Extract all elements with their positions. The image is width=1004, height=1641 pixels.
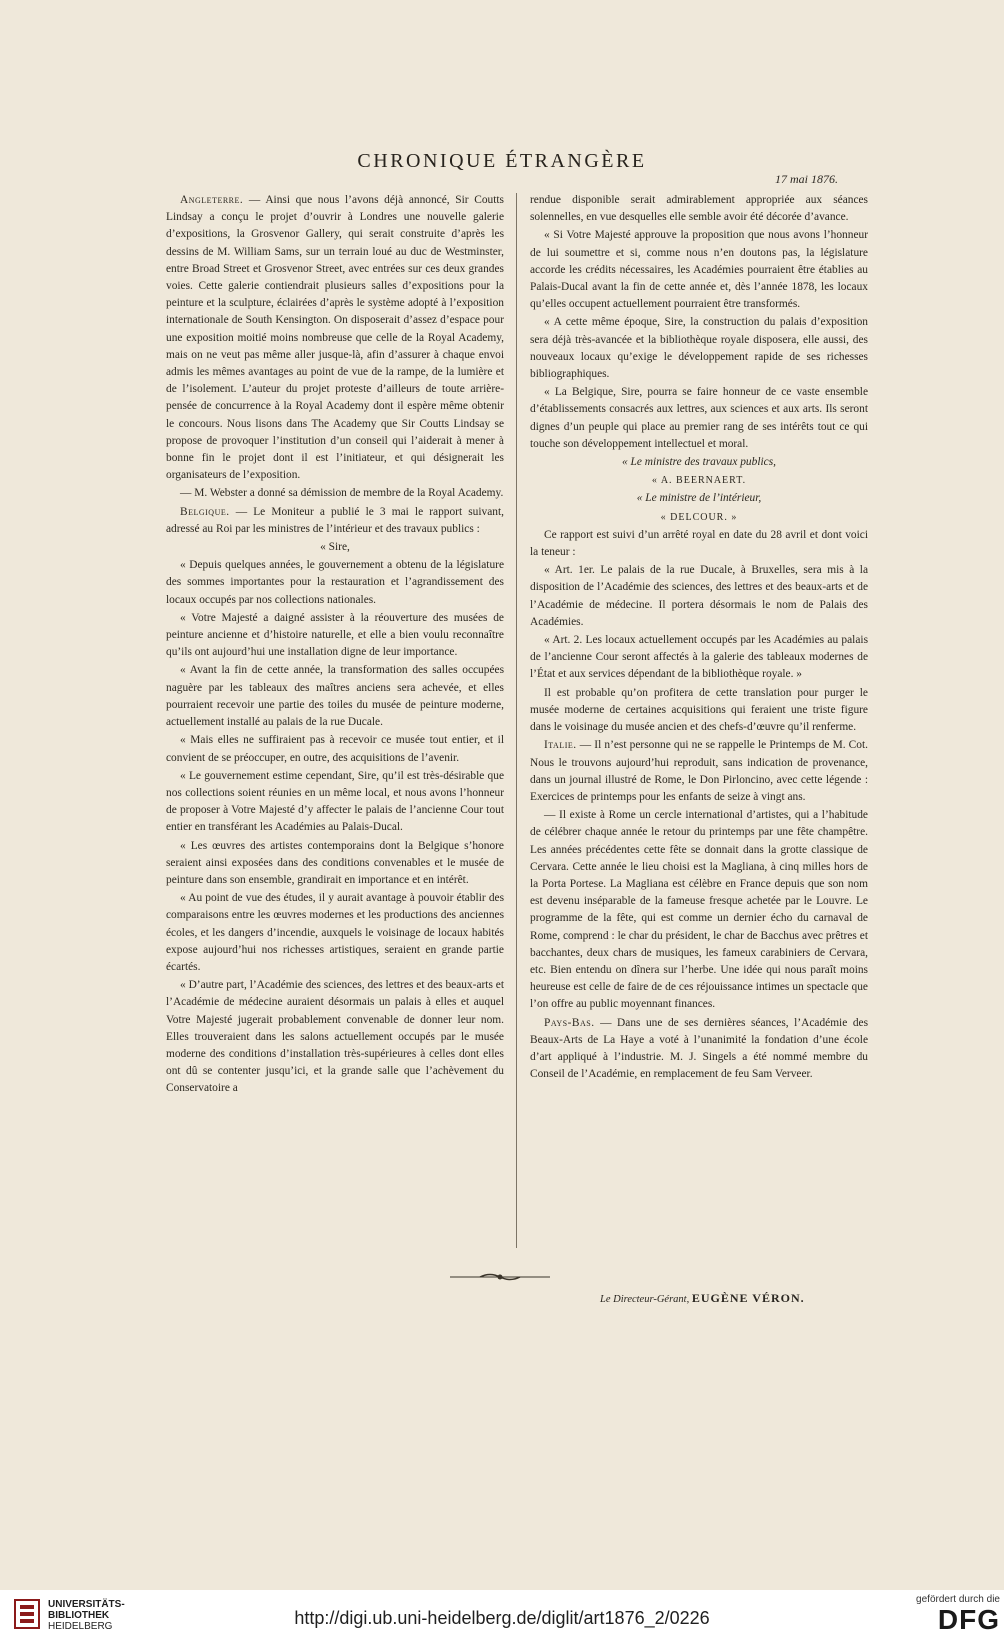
paragraph-text: « Art. 2. Les locaux actuellement occupés par les Académies au palais de l’ancienne Cour seront affectés à la galerie des tableaux modernes de l’État et aux services dépendant de la bibliothèque royale. » — [530, 634, 868, 681]
section-lead: Belgique. — [180, 505, 230, 518]
paragraph-text: « D’autre part, l’Académie des sciences, des lettres et des beaux-arts et l’Académie de médecine auraient désormais un palais à elles et auquel Votre Majesté jugerait probablement convenable de donner leur nom. Elles trouveraient dans les salons actuellement occupés par le musée moderne des conditions d’installation très-supérieures à celles dont elles ont dû se contenter jusqu’ici, et la grande salle que l’achèvement du Conservatoire a — [166, 979, 504, 1095]
paragraph-text: « Au point de vue des études, il y aurait avantage à pouvoir établir des comparaisons entre les œuvres modernes et les productions des anciennes écoles, et les dangers d’incendie, auxquels le voisinage de locaux habités expose aujourd’hui nos richesses artistiques, seraient en grande partie écartés. — [166, 892, 504, 973]
paragraph-text: « Mais elles ne suffiraient pas à recevoir ce musée tout entier, et il convient de se préoccuper, en outre, des acquisitions de l’avenir. — [166, 734, 504, 764]
paragraph-text: « Si Votre Majesté approuve la proposition que nous avons l’honneur de lui soumettre et si, comme nous n’en doutons pas, la législature accorde les crédits nécessaires, les Académies pourraient être établies au Palais-Ducal avant la fin de cette année et, dès l’année 1878, les locaux qu’elles occupent actuellement pourraient être transformés. — [530, 229, 868, 311]
paragraph-text: « Art. 1er. Le palais de la rue Ducale, à Bruxelles, sera mis à la disposition de l’Académie des sciences, des lettres et des beaux-arts et de l’Académie de médecine. Il portera désormais le nom de Palais des Académies. — [530, 564, 868, 628]
source-url[interactable]: http://digi.ub.uni-heidelberg.de/diglit/art1876_2/0226 — [294, 1608, 710, 1628]
paragraph — [166, 539, 504, 556]
paragraph-text: « A. BEERNAERT. — [651, 475, 747, 487]
paragraph-text: Ce rapport est suivi d’un arrêté royal en date du 28 avril et dont voici la teneur : — [530, 528, 868, 559]
paragraph-text: — Il n’est personne qui ne se rappelle le Printemps de M. Cot. Nous le trouvons aujourd’hui reproduit, sans indication de provenance, dans un journal illustré de Rome, le Don Pirloncino, avec cette légende : Exercices de printemps pour les enfants de seize à vingt ans. — [530, 739, 868, 803]
paragraph-text: — Ainsi que nous l’avons déjà annoncé, Sir Coutts Lindsay a conçu le projet d’ouvrir à Londres une nouvelle galerie d’expositions, la Grosvenor Gallery, qui serait construite d’après les dessins de M. William Sams, sur un terrain loué au duc de Westminster, entre Broad Street et Grosvenor Street, avec entrées sur ces deux grandes voies. Cette galerie contiendrait plusieurs salles d’expositions pour la peinture et la sculpture, éclairées d’après le système adopté à l’exposition internationale de South Kensington. On disposerait d’assez d’espace pour une exposition moitié moins nombreuse que celle de la Royal Academy, mais on ne veut pas même aller jusque-là, afin d’assurer à chaque envoi admis les mêmes avantages au point de vue de la rampe, de la lumière et de l’isolement. L’auteur du projet proteste d’ailleurs de toute arrière-pensée de concurrence à la Royal Academy dont il espère même obtenir le concours. Nous lisons dans The Academy que Sir Coutts Lindsay se propose de provoquer l’institution d’un conseil qui l’aiderait à mener à bonne fin le projet dont il est l’initiateur, et qui désignerait les organisateurs de l’exposition. — [166, 194, 504, 482]
paragraph — [166, 504, 504, 538]
paragraph — [530, 632, 868, 684]
paragraph-text: « Votre Majesté a daigné assister à la réouverture des musées de peinture ancienne et d’histoire naturelle, et elle a bien voulu reconnaître qu’ils ont aujourd’hui une installation digne de leur importance. — [166, 611, 504, 659]
funder-block[interactable] — [890, 1594, 1000, 1638]
paragraph — [530, 527, 868, 561]
paragraph — [166, 732, 504, 766]
section-lead: Pays-Bas. — [544, 1016, 595, 1029]
paragraph — [530, 192, 868, 226]
paragraph — [166, 610, 504, 662]
paragraph — [530, 227, 868, 313]
page-title: CHRONIQUE ÉTRANGÈRE — [357, 150, 647, 172]
paragraph-text: « DELCOUR. » — [660, 511, 738, 523]
paragraph — [530, 685, 868, 737]
paragraph-text: « Le gouvernement estime cependant, Sire, qu’il est très-désirable que nos collections soient réunies en un même local, et nous avons l’honneur de proposer à Votre Majesté d’y affecter le palais de l’ancienne Cour tout entier en transférant les Académies au Palais-Ducal. — [166, 769, 504, 834]
paragraph-text: — Il existe à Rome un cercle international d’artistes, qui a l’habitude de célébrer chaque année le retour du printemps par une fête champêtre. Les années précédentes cette fête se donnait dans la grotte classique de Cervara. Cette année le lieu choisi est la Magliana, à cinq milles hors de la Porta Portese. La Magliana est célèbre en France depuis que son nom est devenu inséparable de la fameuse fresque achetée par le Louvre. Le programme de la fête, qui est comme un dernier écho du carnaval de Rome, comprend : le char du président, le char de Bacchus avec prêtres et bacchantes, deux chars de musiques, les fameux carabiniers de Cervara, etc. Bien entendu on dînera sur l’herbe. Une idée qui nous paraît moins heureuse est celle de faire de de ces réjouissance intimes un spectacle que l’on offre au public moyennant finances. — [530, 809, 868, 1011]
paragraph — [530, 490, 868, 507]
paragraph — [530, 562, 868, 631]
library-line-3: HEIDELBERG — [48, 1621, 113, 1632]
signature — [600, 1291, 805, 1306]
paragraph — [166, 977, 504, 1097]
paragraph-text: « Depuis quelques années, le gouvernement a obtenu de la législature des sommes importantes pour la restauration et l’agrandissement des locaux occupés par nos collections nationales. — [166, 559, 504, 606]
paragraph-text: — Dans une de ses dernières séances, l’Académie des Beaux-Arts de La Haye a voté à l’unanimité la fondation d’une école d’art appliqué à l’industrie. M. J. Singels a été nommé membre du Conseil de l’Académie, en remplacement de feu Sam Verveer. — [530, 1016, 868, 1081]
paragraph — [166, 662, 504, 731]
paragraph-text: « La Belgique, Sire, pourra se faire honneur de ce vaste ensemble d’établissements consacrés aux lettres, aux sciences et aux arts. Ils seront dignes d’un peuple qui place au premier rang de ses intérêts tout ce qui touche son développement intellectuel et moral. — [530, 386, 868, 450]
paragraph — [530, 509, 868, 526]
paragraph-text: « Le ministre des travaux publics, — [622, 456, 776, 469]
paragraph — [530, 807, 868, 1013]
paragraph — [530, 384, 868, 453]
section-lead: Angleterre. — [180, 194, 244, 206]
left-column — [166, 192, 504, 1252]
paragraph — [166, 838, 504, 890]
paragraph — [530, 1015, 868, 1084]
issue-date: 17 mai 1876. — [775, 172, 838, 186]
library-line-2: BIBLIOTHEK — [48, 1610, 110, 1621]
paragraph-text: Il est probable qu’on profitera de cette translation pour purger le musée moderne de certaines acquisitions qui feraient une triste figure dans le voisinage du musée ancien et des chefs-d’œuvre qu’il renferme. — [530, 686, 868, 734]
signature-label: Le Directeur-Gérant, — [600, 1294, 690, 1305]
paragraph — [166, 557, 504, 609]
funded-by-label: gefördert durch die — [916, 1594, 1000, 1605]
paragraph — [166, 768, 504, 837]
paragraph — [530, 314, 868, 383]
paragraph — [166, 485, 504, 502]
signature-name: EUGÈNE VÉRON. — [691, 1291, 805, 1305]
paragraph — [166, 192, 504, 484]
paragraph-text: « Sire, — [320, 541, 350, 554]
library-line-1: UNIVERSITÄTS- — [48, 1599, 125, 1610]
dfg-logo: DFG — [937, 1604, 1000, 1635]
section-lead: Italie. — [544, 739, 577, 752]
paragraph-text: « Avant la fin de cette année, la transformation des salles occupées naguère par les tableaux des maîtres anciens sera achevée, et elles pourraient recevoir une partie des toiles du musée de peinture moderne, actuellement installé au palais de la rue Ducale. — [166, 664, 504, 729]
column-divider — [516, 193, 517, 1248]
end-ornament — [450, 1270, 550, 1284]
paragraph-text: « Les œuvres des artistes contemporains dont la Belgique s’honore seraient ainsi exposées dans des conditions convenables et le musée de peinture dans son ensemble, grandirait en importance et en intérêt. — [166, 839, 504, 886]
paragraph — [530, 737, 868, 806]
paragraph-text: — Le Moniteur a publié le 3 mai le rapport suivant, adressé au Roi par les ministres de l’intérieur et des travaux publics : — [166, 505, 504, 535]
paragraph — [530, 454, 868, 471]
paragraph-text: « Le ministre de l’intérieur, — [636, 492, 762, 505]
right-column — [530, 192, 868, 1252]
paragraph-text: rendue disponible serait admirablement appropriée aux séances solennelles, en vue desquelles elle semble avoir été décorée d’avance. — [530, 194, 868, 224]
paragraph-text: — M. Webster a donné sa démission de membre de la Royal Academy. — [180, 487, 504, 500]
paragraph — [166, 890, 504, 976]
paragraph-text: « A cette même époque, Sire, la construction du palais d’exposition sera déjà très-avancée et la bibliothèque royale disposera, elle aussi, des nouveaux locaux qu’exige le développement rapide de ses richesses bibliographiques. — [530, 316, 868, 381]
paragraph — [530, 472, 868, 489]
